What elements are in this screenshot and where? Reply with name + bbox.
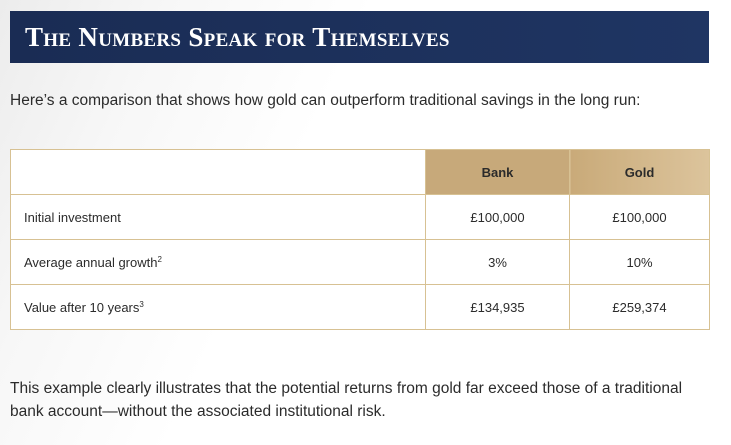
comparison-table <box>10 149 710 330</box>
footnote-marker: 2 <box>157 254 162 264</box>
footnote-marker: 3 <box>139 299 144 309</box>
gold-value-cell: £259,374 <box>570 285 710 330</box>
conclusion-text: This example clearly illustrates that the potential returns from gold far exceed those of a traditional bank account—without the associated institutional risk. <box>10 380 683 420</box>
bank-value-cell: £100,000 <box>426 195 570 240</box>
table-row <box>11 240 710 285</box>
header-cell-gold: Gold <box>570 150 710 195</box>
row-label: Value after 10 years <box>24 299 140 315</box>
table-header-row <box>11 150 710 195</box>
section-title: The Numbers Speak for Themselves <box>25 21 450 52</box>
intro-text: Here’s a comparison that shows how gold can outperform traditional savings in the long run: <box>10 92 641 109</box>
bank-value-cell: 3% <box>426 240 570 285</box>
header-cell-empty <box>11 150 426 195</box>
row-label: Average annual growth <box>24 254 158 270</box>
header-cell-bank: Bank <box>426 150 570 195</box>
section-banner <box>10 11 709 63</box>
table-row <box>11 195 710 240</box>
gold-value-cell: 10% <box>570 240 710 285</box>
row-label-cell <box>11 240 426 285</box>
gold-value-cell: £100,000 <box>570 195 710 240</box>
table-row <box>11 285 710 330</box>
row-label-cell <box>11 195 426 240</box>
bank-value-cell: £134,935 <box>426 285 570 330</box>
row-label: Initial investment <box>24 209 121 225</box>
row-label-cell <box>11 285 426 330</box>
